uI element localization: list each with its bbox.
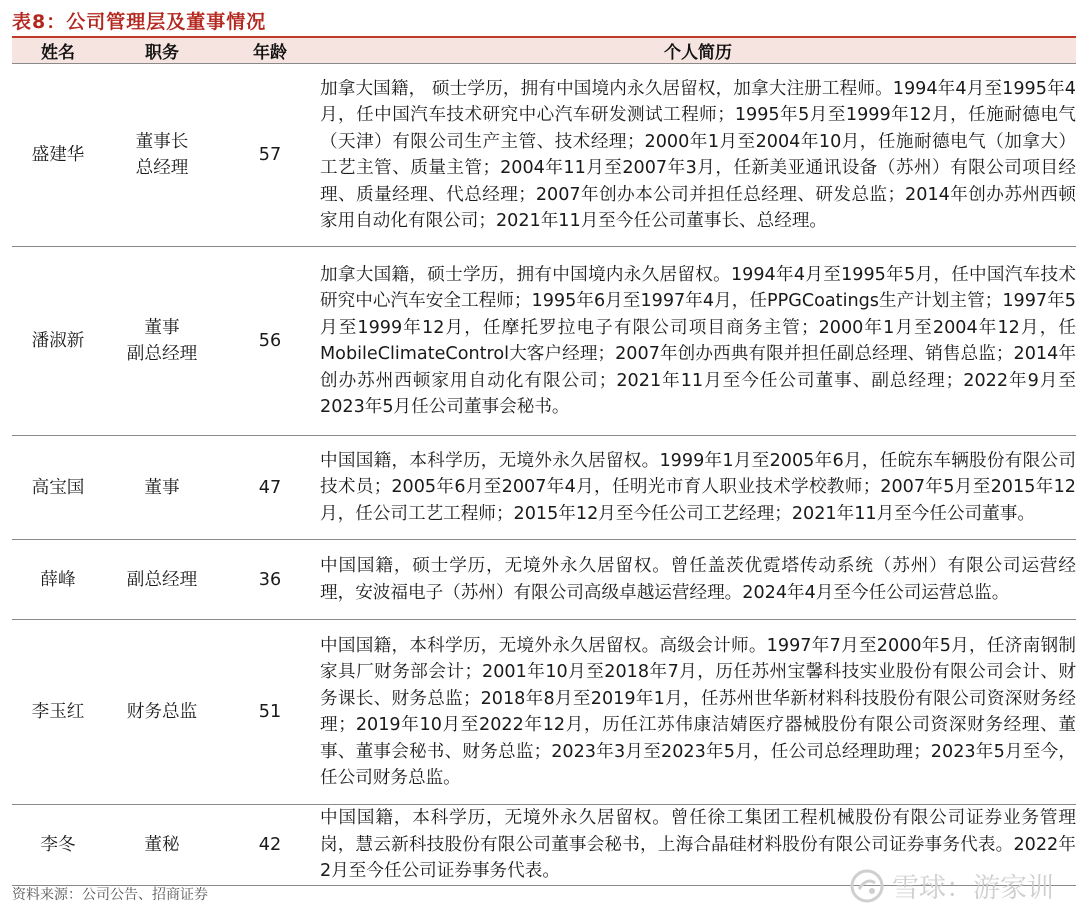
bio-text: 加拿大国籍，硕士学历，拥有中国境内永久居留权。1994年4月至1995年5月，任中国汽车技术研究中心汽车安全工程师；1995年6月至1997年4月，任PPGCoatings生产计划主管；1997年5月至1999年12月，任摩托罗拉电子有限公司项目商务主管；2000年1月至2004年12月，任MobileClimateControl大客户经理；2007年创办西典有限并担任副总经理、销售总监；2014年创办苏州西顿家用自动化有限公司；2021年11月至今任公司董事、副总经理；2022年9月至2023年5月任公司董事会秘书。 (320, 264, 1076, 417)
bio-text: 中国国籍，本科学历，无境外永久居留权。1999年1月至2005年6月，任皖东车辆股份有限公司技术员；2005年6月至2007年4月，任明光市育人职业技术学校教师；2007年5月至2015年12月，任公司工艺工程师；2015年12月至今任公司工艺经理；2021年11月至今任公司董事。 (320, 450, 1076, 524)
bio-text: 加拿大国籍， 硕士学历，拥有中国境内永久居留权，加拿大注册工程师。1994年4月至1995年4月，任中国汽车技术研究中心汽车研发测试工程师；1995年5月至1999年12月，任施耐德电气（天津）有限公司生产主管、技术经理；2000年1月至2004年10月，任施耐德电气（加拿大）工艺主管、质量主管；2004年11月至2007年3月，任新美亚通讯设备（苏州）有限公司项目经理、质量经理、代总经理；2007年创办本公司并担任总经理、研发总监；2014年创办苏州西顿家用自动化有限公司；2021年11月至今任公司董事长、总经理。 (320, 78, 1076, 231)
table-row (12, 436, 1076, 540)
snowball-logo-icon (850, 869, 884, 903)
header-position: 职务 (104, 38, 220, 64)
header-name: 姓名 (12, 38, 104, 64)
person-age: 42 (220, 805, 320, 886)
person-name: 薛峰 (12, 540, 104, 620)
person-name: 盛建华 (12, 64, 104, 247)
person-position (104, 436, 220, 540)
person-bio (320, 436, 1076, 540)
table-row (12, 247, 1076, 436)
management-table (12, 38, 1076, 886)
person-bio (320, 247, 1076, 436)
person-position (104, 805, 220, 886)
person-age: 56 (220, 247, 320, 436)
person-bio (320, 64, 1076, 247)
person-position (104, 620, 220, 805)
table-row (12, 540, 1076, 620)
watermark (850, 866, 1054, 905)
position-line: 副总经理 (126, 569, 198, 590)
person-name: 李玉红 (12, 620, 104, 805)
person-name: 高宝国 (12, 436, 104, 540)
table-row (12, 620, 1076, 805)
header-age: 年龄 (220, 38, 320, 64)
bio-text: 中国国籍，本科学历，无境外永久居留权。曾任徐工集团工程机械股份有限公司证券业务管理岗，慧云新科技股份有限公司董事会秘书，上海合晶硅材料股份有限公司证券事务代表。2022年2月至今任公司证券事务代表。 (320, 808, 1076, 881)
position-line: 副总经理 (126, 344, 198, 364)
source-note: 资料来源：公司公告、招商证券 (12, 887, 208, 903)
person-name: 李冬 (12, 805, 104, 886)
position-line: 总经理 (135, 158, 189, 178)
position-line: 董事 (144, 318, 180, 338)
position-line: 董事长 (135, 132, 189, 152)
person-position (104, 64, 220, 247)
header-bio: 个人简历 (320, 38, 1076, 64)
person-position (104, 540, 220, 620)
person-bio (320, 540, 1076, 620)
person-bio (320, 620, 1076, 805)
person-position (104, 247, 220, 436)
person-age: 57 (220, 64, 320, 247)
watermark-text: 雪球：游家训 (892, 873, 1054, 904)
table-title: 表8：公司管理层及董事情况 (12, 10, 267, 33)
position-line: 董事 (144, 477, 180, 498)
table-header-row (12, 38, 1076, 64)
position-line: 董秘 (144, 834, 180, 855)
person-age: 47 (220, 436, 320, 540)
person-name: 潘淑新 (12, 247, 104, 436)
person-age: 36 (220, 540, 320, 620)
position-line: 财务总监 (126, 702, 198, 722)
table-row (12, 64, 1076, 247)
person-age: 51 (220, 620, 320, 805)
bio-text: 中国国籍，本科学历，无境外永久居留权。高级会计师。1997年7月至2000年5月，任济南钢制家具厂财务部会计；2001年10月至2018年7月，历任苏州宝馨科技实业股份有限公司会计、财务课长、财务总监；2018年8月至2019年1月，任苏州世华新材料科技股份有限公司资深财务经理；2019年10月至2022年12月，历任江苏伟康洁婧医疗器械股份有限公司资深财务经理、董事、董事会秘书、财务总监；2023年3月至2023年5月，任公司总经理助理；2023年5月至今，任公司财务总监。 (320, 635, 1076, 788)
bio-text: 中国国籍，硕士学历，无境外永久居留权。曾任盖茨优霓塔传动系统（苏州）有限公司运营经理，安波福电子（苏州）有限公司高级卓越运营经理。2024年4月至今任公司运营总监。 (320, 556, 1076, 603)
